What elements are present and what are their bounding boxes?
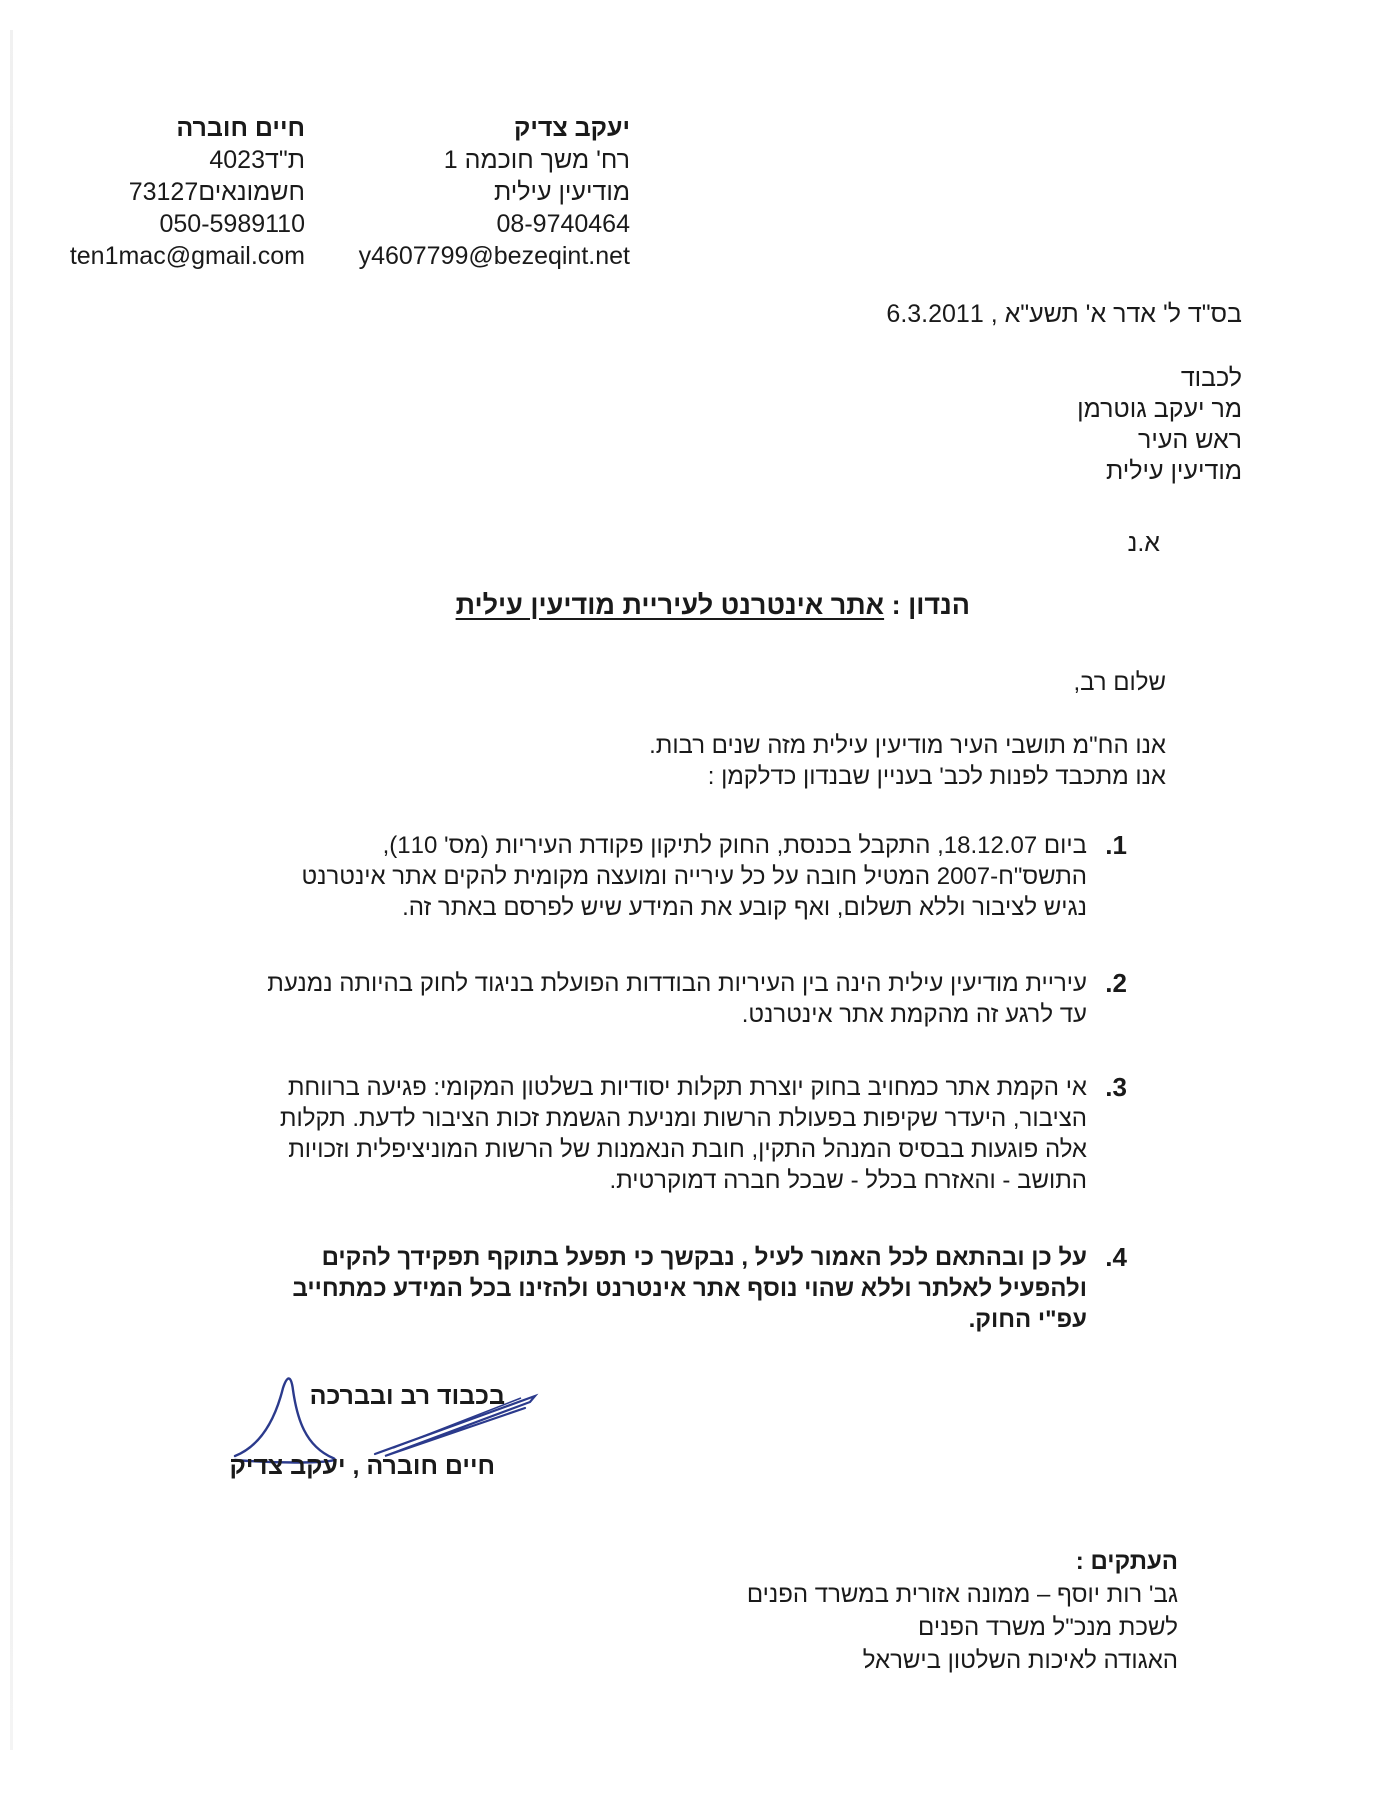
item-line: נגיש לציבור וללא תשלום, ואף קובע את המידע שיש לפרסם באתר זה. [402,894,1087,921]
item-line: ביום 18.12.07, התקבל בכנסת, החוק לתיקון פקודת העיריות (מס' 110), [382,832,1087,859]
subject-line [456,590,970,621]
subject-label: הנדון : [891,590,970,620]
date-line: בס"ד ל' אדר א' תשע"א , 6.3.2011 [886,300,1242,328]
sender-right-name: יעקב צדיק [514,114,630,142]
item-3 [192,1072,1127,1196]
subject-text: אתר אינטרנט לעיריית מודיעין עילית [455,590,885,620]
item-line: עד לרגע זה מהקמת אתר אינטרנט. [741,1001,1087,1028]
item-1 [192,830,1127,923]
sender-left-pobox: ת"ד4023 [209,146,305,174]
item-line: התשס"ח-2007 המטיל חובה על כל עירייה ומועצה מקומית להקים אתר אינטרנט [301,863,1087,890]
recipient-block [1077,363,1242,487]
recipient-city: מודיעין עילית [1105,457,1242,485]
sender-right-street: רח' משך חוכמה 1 [443,146,630,174]
sender-left-block [70,112,305,272]
copies-line: לשכת מנכ"ל משרד הפנים [918,1614,1178,1641]
scan-edge-shadow [10,30,13,1750]
sender-right-block [359,112,630,272]
item-line: עפ"י החוק. [968,1306,1087,1333]
intro-line: אנו הח"מ תושבי העיר מודיעין עילית מזה שנים רבות. [649,732,1166,759]
intro-line: אנו מתכבד לפנות לכב' בעניין שבנדון כדלקמן : [707,763,1166,790]
signatories: חיים חוברה , יעקב צדיק [229,1452,495,1480]
sender-right-phone: 08-9740464 [496,210,630,238]
item-line: עיריית מודיעין עילית הינה בין העיריות הבודדות הפועלת בניגוד לחוק בהיותה נמנעת [267,970,1087,997]
recipient-title: ראש העיר [1138,426,1242,454]
item-number: 4. [1105,1242,1127,1272]
item-line: על כן ובהתאם לכל האמור לעיל , נבקשך כי תפעל בתוקף תפקידך להקים [321,1244,1087,1271]
copies-line: גב' רות יוסף – ממונה אזורית במשרד הפנים [746,1581,1178,1608]
item-line: אי הקמת אתר כמחויב בחוק יוצרת תקלות יסודיות בשלטון המקומי: פגיעה ברווחת [287,1074,1087,1101]
sender-left-email: ten1mac@gmail.com [69,242,305,270]
salutation-abbr: א.נ [1127,529,1160,557]
recipient-to: לכבוד [1180,364,1242,392]
recipient-name: מר יעקב גוטרמן [1077,395,1242,423]
item-4 [192,1242,1127,1335]
item-2 [192,968,1127,1030]
item-line: אלה פוגעות בבסיס המנהל התקין, חובת הנאמנות של הרשות המוניציפלית וזכויות [288,1136,1087,1163]
item-line: ולהפעיל לאלתר וללא שהוי נוסף אתר אינטרנט ולהזינו בכל המידע כמתחייב [292,1275,1087,1302]
sender-right-email: y4607799@bezeqint.net [358,242,630,270]
item-number: 2. [1105,968,1127,998]
copies-block [747,1545,1178,1677]
greeting: שלום רב, [1073,669,1166,696]
sender-left-name: חיים חוברה [176,114,305,142]
item-number: 1. [1105,830,1127,860]
sender-left-city: חשמונאים73127 [128,178,305,206]
sender-right-city: מודיעין עילית [493,178,630,206]
copies-header: העתקים : [1075,1548,1178,1575]
closing: בכבוד רב ובברכה [309,1382,505,1410]
intro-block [649,730,1166,792]
item-line: התושב - והאזרח בכלל - שבכל חברה דמוקרטית. [609,1167,1087,1194]
item-number: 3. [1105,1072,1127,1102]
copies-line: האגודה לאיכות השלטון בישראל [862,1647,1178,1674]
sender-left-phone: 050-5989110 [159,210,305,238]
item-line: הציבור, היעדר שקיפות בפעולת הרשות ומניעת הגשמת זכות הציבור לדעת. תקלות [279,1105,1087,1132]
